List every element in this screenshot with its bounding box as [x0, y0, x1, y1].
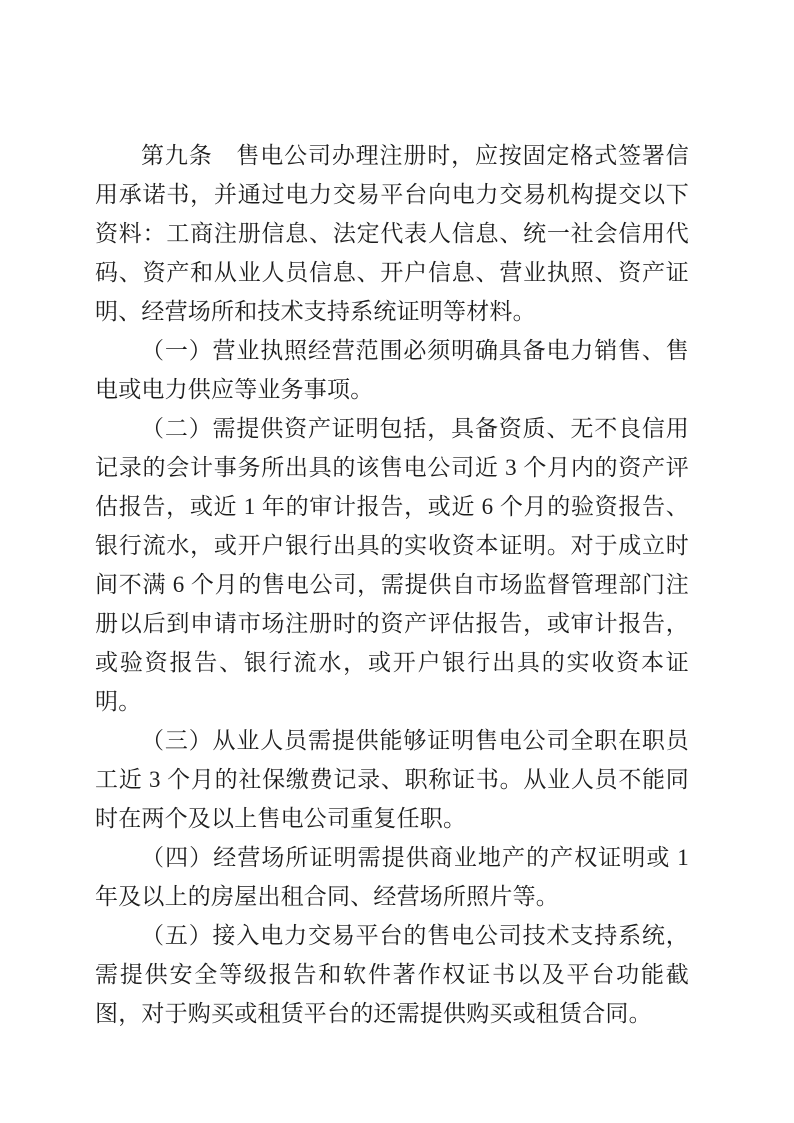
paragraph-item-1: （一）营业执照经营范围必须明确具备电力销售、售电或电力供应等业务事项。 [95, 338, 689, 402]
paragraph-item-2: （二）需提供资产证明包括，具备资质、无不良信用记录的会计事务所出具的该售电公司近 3 个月内的资产评估报告，或近 1 年的审计报告，或近 6 个月的验资报告、银行流水，或开户银行出具的实收资本证明。对于成立时间不满 6 个月的售电公司，需提供自市场监督管理部门注册以后到申请市场注册时的资产评估报告，或审计报告，或验资报告、银行流水，或开户银行出具的实收资本证明。 [95, 416, 689, 714]
paragraph-item-5: （五）接入电力交易平台的售电公司技术支持系统，需提供安全等级报告和软件著作权证书以及平台功能截图，对于购买或租赁平台的还需提供购买或租赁合同。 [95, 923, 689, 1026]
paragraph-item-4: （四）经营场所证明需提供商业地产的产权证明或 1 年及以上的房屋出租合同、经营场所照片等。 [95, 845, 689, 909]
document-body-text [95, 136, 689, 1033]
paragraph-item-3: （三）从业人员需提供能够证明售电公司全职在职员工近 3 个月的社保缴费记录、职称证书。从业人员不能同时在两个及以上售电公司重复任职。 [95, 728, 689, 831]
paragraph-article-9: 第九条 售电公司办理注册时，应按固定格式签署信用承诺书，并通过电力交易平台向电力交易机构提交以下资料：工商注册信息、法定代表人信息、统一社会信用代码、资产和从业人员信息、开户信息、营业执照、资产证明、经营场所和技术支持系统证明等材料。 [95, 143, 689, 324]
